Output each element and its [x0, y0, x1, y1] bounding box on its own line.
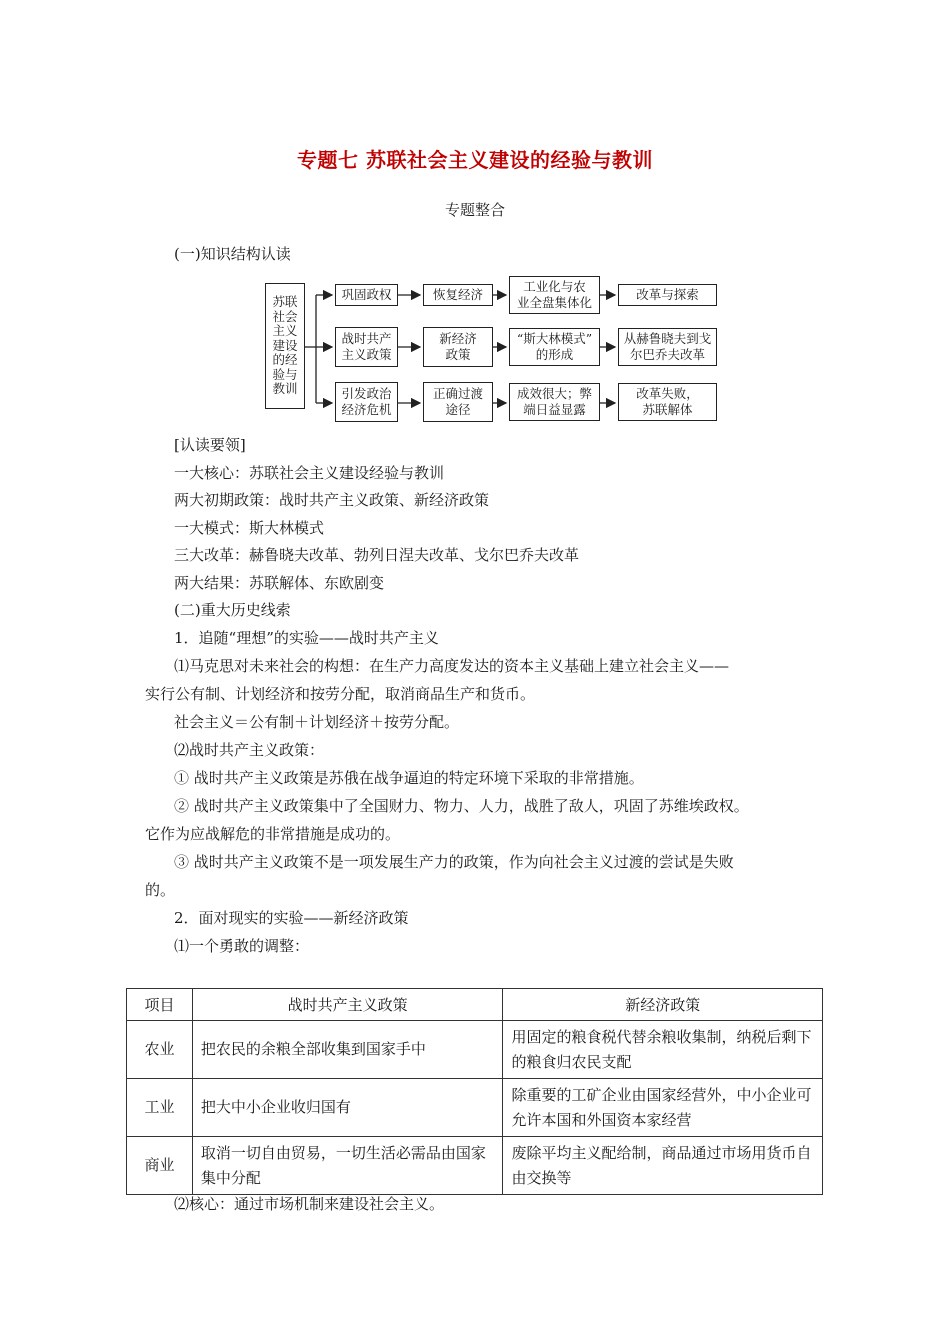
node-nep: 新经济 政策 — [423, 327, 493, 367]
table-header: 项目 — [127, 989, 193, 1021]
table-cell: 把大中小企业收归国有 — [192, 1079, 503, 1137]
topic-heading: 1．追随“理想”的实验——战时共产主义 — [174, 629, 439, 647]
table-header: 新经济政策 — [503, 989, 823, 1021]
root-line: 建设 — [272, 337, 298, 353]
table-cell: 商业 — [127, 1137, 193, 1195]
section-heading-clues: (二)重大历史线索 — [174, 601, 291, 619]
paragraph-line: 实行公有制、计划经济和按劳分配，取消商品生产和货币。 — [145, 685, 536, 703]
table-cell: 把农民的余粮全部收集到国家手中 — [192, 1021, 503, 1079]
topic-heading: 2．面对现实的实验——新经济政策 — [174, 909, 409, 927]
paragraph-line: ⑴一个勇敢的调整： — [174, 937, 310, 955]
paragraph-line: 的。 — [145, 881, 176, 899]
page-title: 专题七 苏联社会主义建设的经验与教训 — [297, 148, 653, 172]
node-reforms: 从赫鲁晓夫到戈 尔巴乔夫改革 — [618, 328, 717, 366]
point-line: 一大核心：苏联社会主义建设经验与教训 — [174, 464, 445, 482]
table-header-row — [127, 989, 823, 1021]
root-line: 主义 — [272, 323, 298, 339]
point-line: 两大结果：苏联解体、东欧剧变 — [174, 574, 385, 592]
root-line: 社会 — [272, 308, 298, 324]
root-line: 苏联 — [272, 294, 298, 310]
point-line: 三大改革：赫鲁晓夫改革、勃列日涅夫改革、戈尔巴乔夫改革 — [174, 546, 580, 564]
table-cell: 用固定的粮食税代替余粮收集制，纳税后剩下的粮食归农民支配 — [503, 1021, 823, 1079]
root-line: 教训 — [272, 381, 298, 397]
node-reform-exploration: 改革与探索 — [618, 284, 717, 306]
paragraph-line: 它作为应战解危的非常措施是成功的。 — [145, 825, 401, 843]
paragraph-line: 社会主义＝公有制＋计划经济＋按劳分配。 — [174, 713, 460, 731]
policy-comparison-table — [126, 988, 823, 1195]
paragraph-line: ⑵核心：通过市场机制来建设社会主义。 — [174, 1195, 445, 1213]
paragraph-line: ① 战时共产主义政策是苏俄在战争逼迫的特定环境下采取的非常措施。 — [174, 769, 644, 787]
table-cell: 农业 — [127, 1021, 193, 1079]
table-row — [127, 1021, 823, 1079]
table-row — [127, 1137, 823, 1195]
node-collapse: 改革失败， 苏联解体 — [618, 383, 717, 421]
paragraph-line: ③ 战时共产主义政策不是一项发展生产力的政策，作为向社会主义过渡的尝试是失败 — [174, 853, 734, 871]
root-line: 的经 — [272, 352, 298, 368]
diagram-root — [265, 283, 305, 409]
node-industrialization: 工业化与农 业全盘集体化 — [509, 276, 600, 314]
table-header: 战时共产主义政策 — [192, 989, 503, 1021]
node-crisis: 引发政治 经济危机 — [335, 382, 398, 422]
paragraph-line: ⑵战时共产主义政策： — [174, 741, 325, 759]
paragraph-line: ② 战时共产主义政策集中了全国财力、物力、人力，战胜了敌人，巩固了苏维埃政权。 — [174, 797, 749, 815]
node-consolidate-power: 巩固政权 — [335, 284, 398, 306]
node-correct-path: 正确过渡 途径 — [423, 382, 493, 422]
root-line: 验与 — [272, 366, 298, 382]
table-cell: 废除平均主义配给制，商品通过市场用货币自由交换等 — [503, 1137, 823, 1195]
section-heading-knowledge: (一)知识结构认读 — [174, 245, 291, 263]
table-cell: 工业 — [127, 1079, 193, 1137]
node-war-communism: 战时共产 主义政策 — [335, 327, 398, 367]
point-line: 两大初期政策：战时共产主义政策、新经济政策 — [174, 491, 490, 509]
node-restore-economy: 恢复经济 — [423, 284, 493, 306]
node-effects: 成效很大；弊 端日益显露 — [509, 383, 600, 421]
knowledge-structure-diagram — [260, 275, 730, 425]
node-stalin-model: “斯大林模式” 的形成 — [509, 328, 600, 366]
table-cell: 除重要的工矿企业由国家经营外，中小企业可允许本国和外国资本家经营 — [503, 1079, 823, 1137]
paragraph-line: ⑴马克思对未来社会的构想：在生产力高度发达的资本主义基础上建立社会主义—— — [174, 657, 730, 675]
table-cell: 取消一切自由贸易，一切生活必需品由国家集中分配 — [192, 1137, 503, 1195]
points-heading: [认读要领] — [174, 436, 246, 454]
point-line: 一大模式：斯大林模式 — [174, 519, 325, 537]
table-row — [127, 1079, 823, 1137]
subtitle: 专题整合 — [444, 201, 505, 219]
